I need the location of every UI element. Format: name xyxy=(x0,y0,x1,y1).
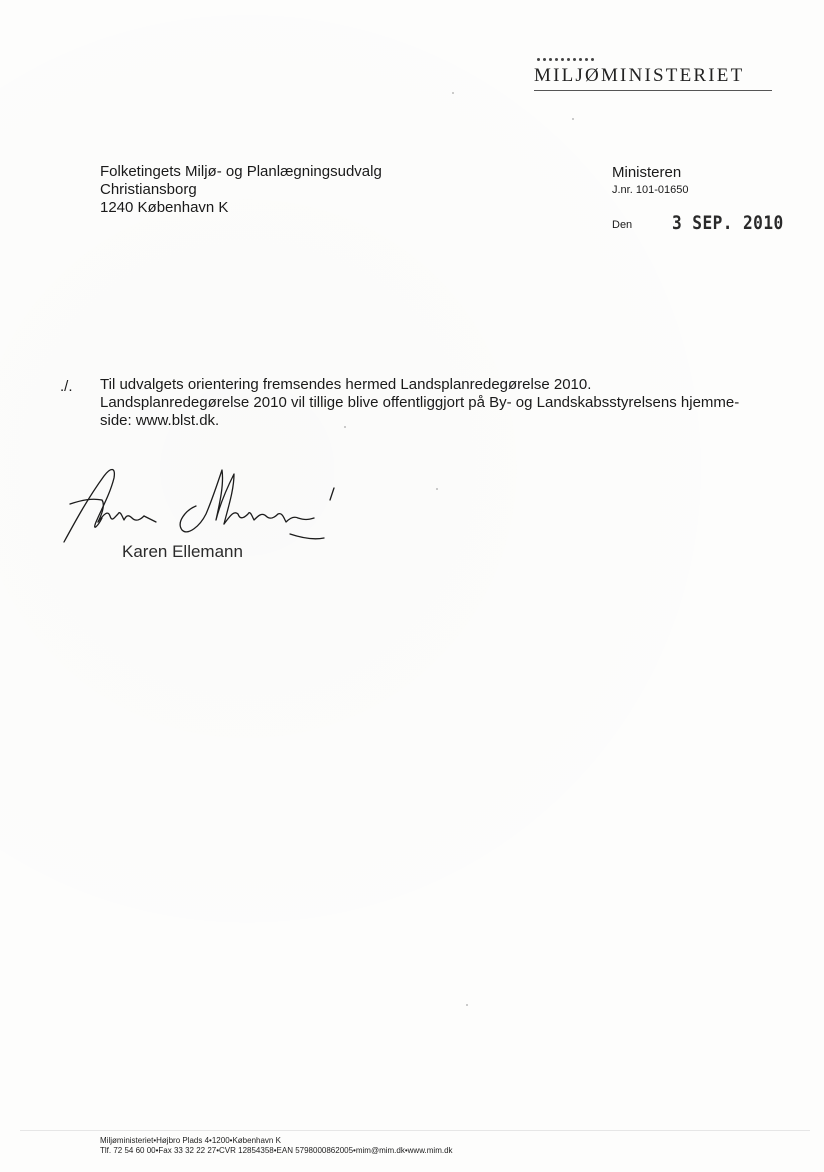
ministry-logo xyxy=(534,58,774,91)
scan-speck xyxy=(572,118,574,120)
sender-title: Ministeren xyxy=(612,164,682,181)
body-line-1: Til udvalgets orientering fremsendes hermed Landsplanredegørelse 2010. xyxy=(100,376,592,393)
scan-speck xyxy=(344,426,346,428)
footer-contact xyxy=(100,1136,453,1156)
sender-meta xyxy=(612,164,792,234)
enclosure-mark: ./. xyxy=(60,378,73,395)
logo-dots xyxy=(537,58,774,64)
recipient-line-1: Folketingets Miljø- og Planlægningsudvalg xyxy=(100,163,382,180)
date-label: Den xyxy=(612,219,633,231)
journal-number: J.nr. 101-01650 xyxy=(612,184,689,196)
logo-rule xyxy=(534,90,772,91)
date-row xyxy=(612,210,792,240)
recipient-line-2: Christiansborg xyxy=(100,181,197,198)
date-stamp: 3 SEP. 2010 xyxy=(672,212,784,234)
footer-rule xyxy=(20,1130,810,1131)
letter-body xyxy=(100,376,780,430)
recipient-address xyxy=(100,163,382,217)
footer-line-2: Tlf. 72 54 60 00•Fax 33 32 22 27•CVR 12854358•EAN 5798000862005•mim@mim.dk•www.mim.dk xyxy=(100,1146,453,1155)
signer-name: Karen Ellemann xyxy=(122,542,243,561)
logo-text: MILJØMINISTERIET xyxy=(534,65,745,86)
scan-speck xyxy=(436,488,438,490)
scan-speck xyxy=(452,92,454,94)
scan-speck xyxy=(466,1004,468,1006)
recipient-line-3: 1240 København K xyxy=(100,199,229,216)
body-line-2: Landsplanredegørelse 2010 vil tillige blive offentliggjort på By- og Landskabsstyrelsens hjemme- xyxy=(100,394,740,411)
body-line-3: side: www.blst.dk. xyxy=(100,412,220,429)
footer-line-1: Miljøministeriet•Højbro Plads 4•1200•København K xyxy=(100,1136,281,1145)
